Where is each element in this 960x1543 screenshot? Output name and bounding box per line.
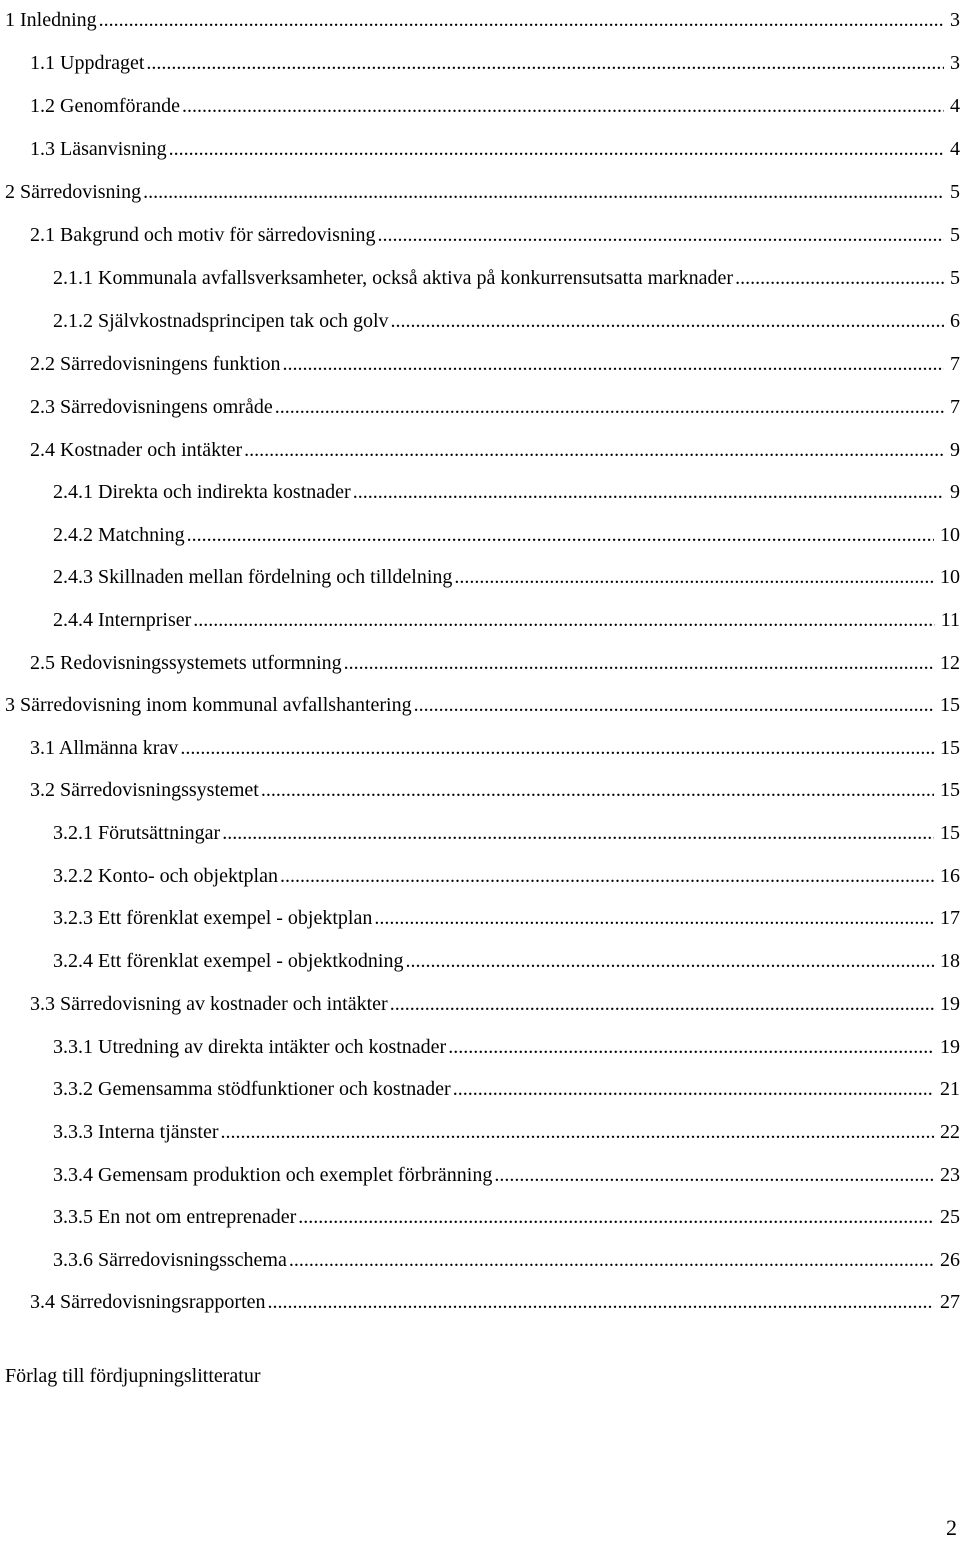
toc-entry-label: 2.1.2 Självkostnadsprincipen tak och golv — [53, 310, 389, 332]
toc-entry-label: 3.1 Allmänna krav — [30, 737, 179, 759]
toc-dot-leader — [268, 1290, 934, 1314]
toc-dot-leader — [298, 1205, 934, 1229]
toc-dot-leader — [454, 565, 934, 589]
toc-entry-label: 2 Särredovisning — [5, 181, 142, 203]
toc-dot-leader — [221, 1120, 935, 1144]
toc-dot-leader — [289, 1248, 934, 1272]
toc-entry-page: 18 — [934, 949, 960, 973]
toc-entry-page: 6 — [944, 309, 960, 333]
toc-entry[interactable] — [30, 984, 960, 1016]
toc-entry[interactable] — [30, 430, 960, 462]
toc-entry-page: 12 — [934, 651, 960, 675]
toc-entry-label: 2.4.1 Direkta och indirekta kostnader — [53, 481, 351, 503]
toc-entry-page: 19 — [934, 1035, 960, 1059]
toc-dot-leader — [275, 395, 944, 419]
toc-entry[interactable] — [30, 344, 960, 376]
toc-entry-page: 5 — [944, 180, 960, 204]
toc-entry-label: 2.2 Särredovisningens funktion — [30, 353, 281, 375]
toc-entry-label: 3.3.3 Interna tjänster — [53, 1121, 219, 1143]
toc-dot-leader — [261, 778, 934, 802]
toc-entry[interactable] — [53, 515, 960, 547]
toc-entry[interactable] — [53, 301, 960, 333]
toc-dot-leader — [405, 949, 934, 973]
toc-entry-page: 7 — [944, 395, 960, 419]
toc-entry-page: 10 — [934, 565, 960, 589]
toc-entry-label: 2.4.4 Internpriser — [53, 609, 192, 631]
toc-dot-leader — [353, 480, 944, 504]
toc-dot-leader — [146, 51, 944, 75]
toc-dot-leader — [280, 864, 934, 888]
toc-entry[interactable] — [30, 387, 960, 419]
toc-dot-leader — [187, 523, 934, 547]
toc-entry-label: 3.2 Särredovisningssystemet — [30, 779, 259, 801]
toc-entry-page: 22 — [934, 1120, 960, 1144]
toc-entry-page: 4 — [944, 94, 960, 118]
toc-entry[interactable] — [30, 643, 960, 675]
toc-dot-leader — [169, 137, 944, 161]
toc-dot-leader — [494, 1163, 934, 1187]
toc-entry-page: 25 — [934, 1205, 960, 1229]
toc-entry[interactable] — [30, 1282, 960, 1314]
toc-entry[interactable] — [53, 1197, 960, 1229]
toc-entry[interactable] — [53, 600, 960, 632]
toc-entry[interactable] — [53, 898, 960, 930]
toc-entry-page: 15 — [934, 693, 960, 717]
toc-dot-leader — [453, 1077, 934, 1101]
toc-entry-page: 5 — [944, 223, 960, 247]
toc-dot-leader — [414, 693, 934, 717]
toc-entry[interactable] — [53, 1027, 960, 1059]
toc-dot-leader — [735, 266, 944, 290]
toc-entry[interactable] — [53, 941, 960, 973]
toc-entry-page: 9 — [944, 438, 960, 462]
toc-entry[interactable] — [53, 1069, 960, 1101]
toc-dot-leader — [390, 992, 934, 1016]
toc-entry-label: 3.3.1 Utredning av direkta intäkter och kostnader — [53, 1036, 447, 1058]
toc-entry[interactable] — [53, 1240, 960, 1272]
toc-entry[interactable] — [5, 685, 960, 717]
toc-entry-label: 3 Särredovisning inom kommunal avfallshantering — [5, 694, 412, 716]
toc-entry-label: 3.3 Särredovisning av kostnader och intäkter — [30, 993, 388, 1015]
toc-entry-label: 2.4 Kostnader och intäkter — [30, 439, 243, 461]
toc-dot-leader — [143, 180, 944, 204]
toc-entry[interactable] — [5, 172, 960, 204]
toc-entry-label: 3.2.1 Förutsättningar — [53, 822, 221, 844]
toc-dot-leader — [244, 438, 944, 462]
toc-entry-label: 2.4.3 Skillnaden mellan fördelning och tilldelning — [53, 566, 453, 588]
toc-entry-page: 23 — [934, 1163, 960, 1187]
toc-entry[interactable] — [5, 0, 960, 32]
toc-entry-label: 3.2.4 Ett förenklat exempel - objektkodning — [53, 950, 404, 972]
toc-dot-leader — [182, 94, 944, 118]
toc-entry[interactable] — [53, 856, 960, 888]
toc-entry-label: 2.1 Bakgrund och motiv för särredovisning — [30, 224, 376, 246]
toc-entry-page: 4 — [944, 137, 960, 161]
toc-dot-leader — [180, 736, 934, 760]
toc-entry[interactable] — [53, 557, 960, 589]
toc-entry-label: 3.3.6 Särredovisningsschema — [53, 1249, 287, 1271]
toc-entry[interactable] — [30, 129, 960, 161]
toc-entry-label: 3.4 Särredovisningsrapporten — [30, 1291, 266, 1313]
toc-entry-label: 3.3.4 Gemensam produktion och exemplet förbränning — [53, 1164, 493, 1186]
toc-dot-leader — [448, 1035, 934, 1059]
toc-entry-page: 10 — [934, 523, 960, 547]
further-reading-heading: Förlag till fördjupningslitteratur — [5, 1365, 261, 1387]
toc-entry-page: 26 — [934, 1248, 960, 1272]
toc-entry[interactable] — [30, 86, 960, 118]
toc-dot-leader — [378, 223, 945, 247]
toc-entry-page: 9 — [944, 480, 960, 504]
toc-entry-label: 2.3 Särredovisningens område — [30, 396, 273, 418]
toc-dot-leader — [374, 906, 934, 930]
toc-dot-leader — [99, 8, 944, 32]
toc-entry-label: 3.3.2 Gemensamma stödfunktioner och kostnader — [53, 1078, 451, 1100]
toc-entry[interactable] — [53, 258, 960, 290]
toc-entry-label: 2.4.2 Matchning — [53, 524, 185, 546]
toc-entry-page: 15 — [934, 736, 960, 760]
toc-dot-leader — [283, 352, 944, 376]
toc-entry[interactable] — [53, 1155, 960, 1187]
toc-entry-label: 3.3.5 En not om entreprenader — [53, 1206, 297, 1228]
toc-entry-page: 7 — [944, 352, 960, 376]
page-number: 2 — [946, 1515, 957, 1540]
toc-entry-label: 1 Inledning — [5, 9, 97, 31]
toc-dot-leader — [391, 309, 944, 333]
toc-entry-page: 16 — [934, 864, 960, 888]
toc-entry-label: 2.1.1 Kommunala avfallsverksamheter, också aktiva på konkurrensutsatta marknader — [53, 267, 734, 289]
toc-entry[interactable] — [30, 728, 960, 760]
toc-entry-label: 1.2 Genomförande — [30, 95, 180, 117]
toc-entry[interactable] — [53, 813, 960, 845]
toc-entry[interactable] — [53, 1112, 960, 1144]
toc-entry-page: 27 — [934, 1290, 960, 1314]
toc-entry-page: 3 — [944, 8, 960, 32]
toc-entry-page: 21 — [934, 1077, 960, 1101]
toc-entry-label: 3.2.2 Konto- och objektplan — [53, 865, 278, 887]
toc-entry-page: 15 — [934, 778, 960, 802]
toc-entry-page: 5 — [944, 266, 960, 290]
toc-dot-leader — [344, 651, 934, 675]
toc-entry-page: 15 — [934, 821, 960, 845]
toc-dot-leader — [193, 608, 934, 632]
toc-entry-page: 3 — [944, 51, 960, 75]
toc-entry-page: 11 — [935, 608, 960, 632]
toc-entry[interactable] — [53, 472, 960, 504]
toc-entry-label: 3.2.3 Ett förenklat exempel - objektplan — [53, 907, 373, 929]
toc-entry[interactable] — [30, 215, 960, 247]
toc-entry-label: 1.3 Läsanvisning — [30, 138, 167, 160]
toc-entry[interactable] — [30, 43, 960, 75]
toc-entry-label: 2.5 Redovisningssystemets utformning — [30, 652, 342, 674]
toc-entry-page: 17 — [934, 906, 960, 930]
toc-entry-page: 19 — [934, 992, 960, 1016]
toc-entry-label: 1.1 Uppdraget — [30, 52, 145, 74]
toc-dot-leader — [222, 821, 934, 845]
toc-entry[interactable] — [30, 770, 960, 802]
